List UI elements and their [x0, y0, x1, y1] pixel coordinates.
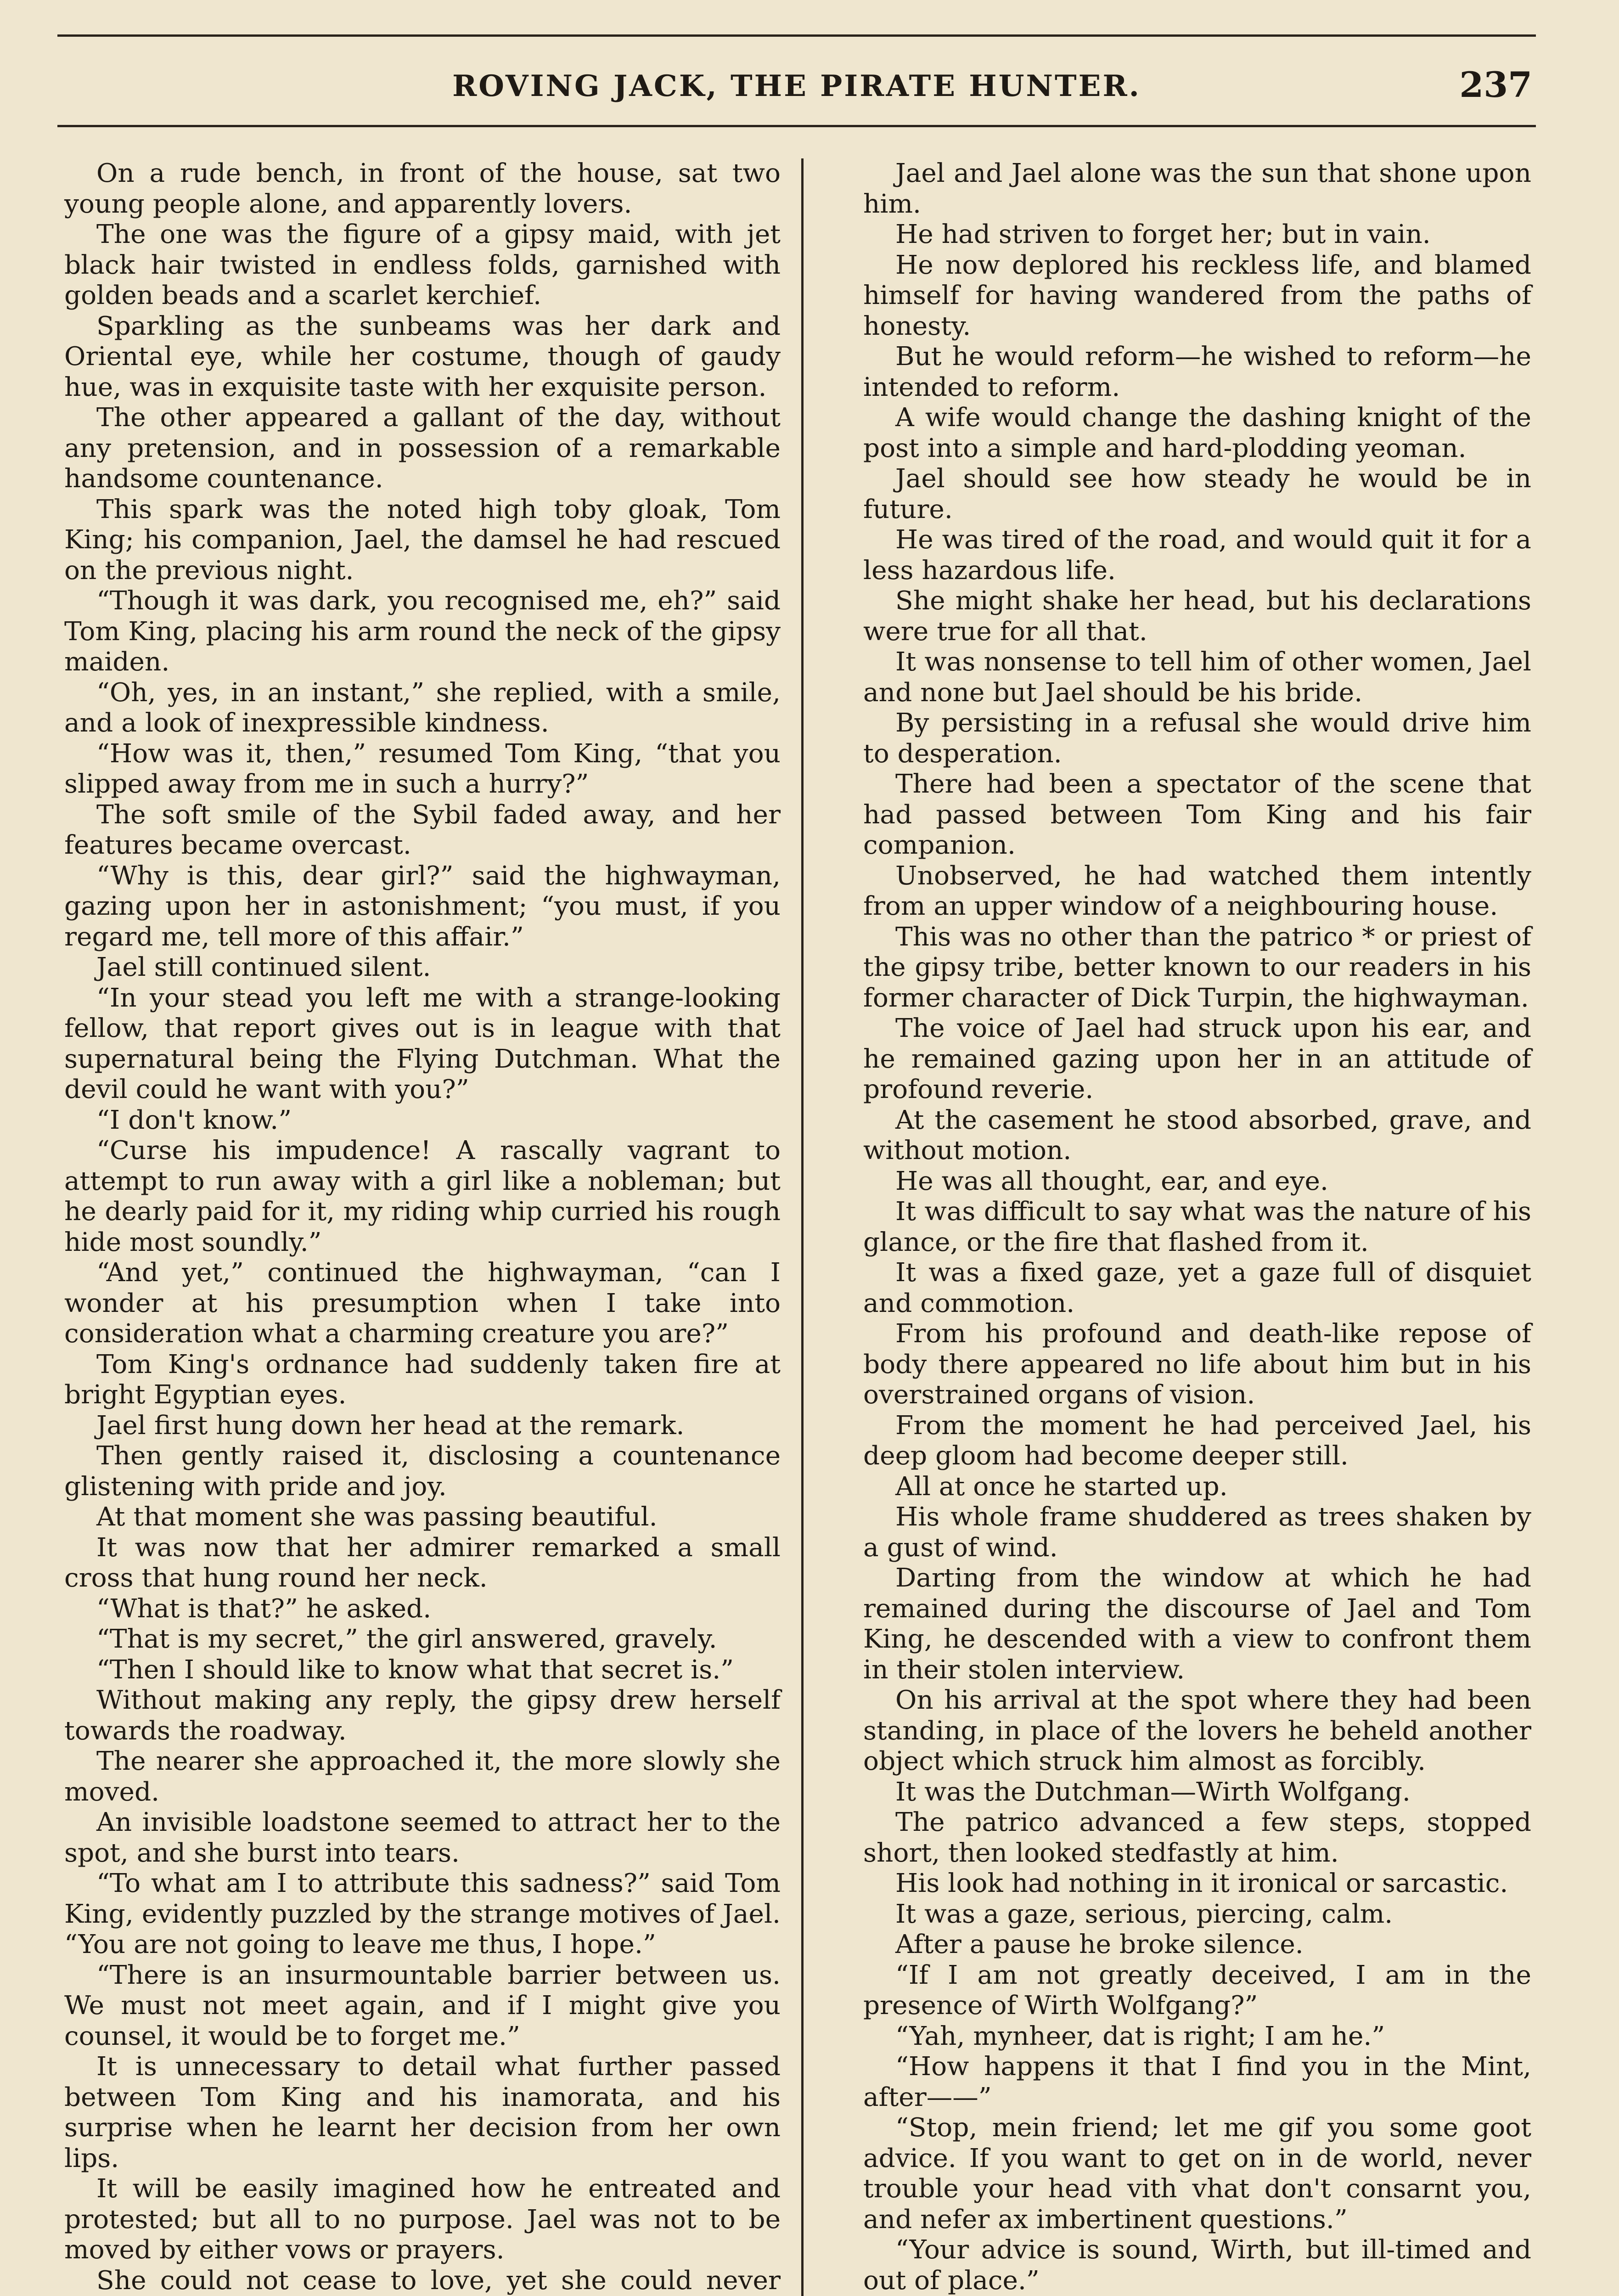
page-number: 237 [1459, 64, 1532, 105]
paragraph: At the casement he stood absorbed, grave, and without motion. [863, 1105, 1531, 1165]
running-title: ROVING JACK, THE PIRATE HUNTER. [452, 69, 1141, 103]
paragraph: Tom King's ordnance had suddenly taken fire at bright Egyptian eyes. [64, 1349, 781, 1410]
paragraph: Without making any reply, the gipsy drew herself towards the roadway. [64, 1685, 781, 1746]
paragraph: His whole frame shuddered as trees shaken by a gust of wind. [863, 1502, 1531, 1563]
paragraph: From his profound and death-like repose of body there appeared no life about him but in his overstrained organs of vision. [863, 1319, 1531, 1410]
paragraph: Then gently raised it, disclosing a countenance glistening with pride and joy. [64, 1441, 781, 1502]
column-divider [801, 158, 804, 2296]
header-rule [57, 125, 1536, 127]
top-rule [57, 34, 1536, 37]
paragraph: An invisible loadstone seemed to attract her to the spot, and she burst into tears. [64, 1807, 781, 1868]
paragraph: “How was it, then,” resumed Tom King, “that you slipped away from me in such a hurry?” [64, 738, 781, 799]
paragraph: The patrico advanced a few steps, stopped short, then looked stedfastly at him. [863, 1807, 1531, 1868]
paragraph: This was no other than the patrico * or priest of the gipsy tribe, better known to our readers in his former character of Dick Turpin, the highwayman. [863, 922, 1531, 1013]
paragraph: He was tired of the road, and would quit it for a less hazardous life. [863, 525, 1531, 585]
paragraph: The nearer she approached it, the more slowly she moved. [64, 1746, 781, 1807]
paragraph: Jael first hung down her head at the remark. [96, 1410, 685, 1441]
left-column [64, 158, 781, 2296]
paragraph: It was the Dutchman—Wirth Wolfgang. [895, 1777, 1411, 1807]
paragraph: “Your advice is sound, Wirth, but ill-timed and out of place.” [863, 2235, 1531, 2296]
paragraph: On a rude bench, in front of the house, sat two young people alone, and apparently lovers. [64, 158, 781, 219]
paragraph: But he would reform—he wished to reform—he intended to reform. [863, 342, 1531, 402]
paragraph: The voice of Jael had struck upon his ear, and he remained gazing upon her in an attitude of profound reverie. [863, 1013, 1531, 1104]
paragraph: “I don't know.” [96, 1105, 292, 1135]
paragraph: He had striven to forget her; but in vain. [895, 219, 1431, 249]
paragraph: A wife would change the dashing knight of the post into a simple and hard-plodding yeoman. [863, 403, 1531, 463]
paragraph: “And yet,” continued the highwayman, “can I wonder at his presumption when I take into consideration what a charming creature you are?” [64, 1258, 781, 1349]
paragraph: She might shake her head, but his declarations were true for all that. [863, 586, 1531, 647]
paragraph: The other appeared a gallant of the day, without any pretension, and in possession of a remarkable handsome countenance. [64, 403, 781, 494]
paragraph: It was a fixed gaze, yet a gaze full of disquiet and commotion. [863, 1258, 1531, 1318]
paragraph: It will be easily imagined how he entreated and protested; but all to no purpose. Jael was not to be moved by either vows or prayers. [64, 2174, 781, 2265]
paragraph: “Then I should like to know what that secret is.” [96, 1654, 734, 1685]
paragraph: “Though it was dark, you recognised me, eh?” said Tom King, placing his arm round the neck of the gipsy maiden. [64, 586, 781, 677]
paragraph: From the moment he had perceived Jael, his deep gloom had become deeper still. [863, 1410, 1531, 1471]
paragraph: It is unnecessary to detail what further passed between Tom King and his inamorata, and his surprise when he learnt her decision from her own lips. [64, 2052, 781, 2173]
paragraph: It was nonsense to tell him of other women, Jael and none but Jael should be his bride. [863, 647, 1531, 708]
paragraph: “How happens it that I find you in the Mint, after——” [863, 2052, 1531, 2112]
paragraph: Jael and Jael alone was the sun that shone upon him. [863, 158, 1531, 219]
paragraph: At that moment she was passing beautiful. [96, 1502, 658, 1532]
paragraph: Unobserved, he had watched them intently from an upper window of a neighbouring house. [863, 861, 1531, 921]
paragraph: It was a gaze, serious, piercing, calm. [895, 1899, 1393, 1929]
paragraph: “To what am I to attribute this sadness?” said Tom King, evidently puzzled by the strange motives of Jael. “You are not going to leave me thus, I hope.” [64, 1868, 781, 1959]
paragraph: Jael should see how steady he would be in future. [863, 464, 1531, 524]
paragraph: Sparkling as the sunbeams was her dark and Oriental eye, while her costume, though of gaudy hue, was in exquisite taste with her exquisite person. [64, 311, 781, 402]
paragraph: “What is that?” he asked. [96, 1593, 432, 1624]
paragraph: The soft smile of the Sybil faded away, and her features became overcast. [64, 799, 781, 860]
paragraph: “There is an insurmountable barrier between us. We must not meet again, and if I might give you counsel, it would be to forget me.” [64, 1960, 781, 2051]
paragraph: He now deplored his reckless life, and blamed himself for having wandered from the paths of honesty. [863, 250, 1531, 341]
paragraph: He was all thought, ear, and eye. [895, 1166, 1328, 1196]
page-header [57, 64, 1536, 115]
paragraph: His look had nothing in it ironical or sarcastic. [895, 1868, 1508, 1898]
paragraph: “Stop, mein friend; let me gif you some goot advice. If you want to get on in de world, never trouble your head vith vhat don't consarnt you, and nefer ax imbertinent questions.” [863, 2113, 1531, 2234]
paragraph: “Why is this, dear girl?” said the highwayman, gazing upon her in astonishment; “you must, if you regard me, tell more of this affair.” [64, 861, 781, 952]
paragraph: This spark was the noted high toby gloak, Tom King; his companion, Jael, the damsel he had rescued on the previous night. [64, 494, 781, 585]
paragraph: Darting from the window at which he had remained during the discourse of Jael and Tom King, he descended with a view to confront them in their stolen interview. [863, 1563, 1531, 1685]
paragraph: There had been a spectator of the scene that had passed between Tom King and his fair companion. [863, 769, 1531, 860]
paragraph: It was now that her admirer remarked a small cross that hung round her neck. [64, 1532, 781, 1593]
paragraph: She could not cease to love, yet she could never [96, 2265, 781, 2296]
paragraph: “Oh, yes, in an instant,” she replied, with a smile, and a look of inexpressible kindness. [64, 677, 781, 738]
paragraph: “In your stead you left me with a strange-looking fellow, that report gives out is in league with that supernatural being the Flying Dutchman. What the devil could he want with you?” [64, 983, 781, 1104]
paragraph: By persisting in a refusal she would drive him to desperation. [863, 708, 1531, 769]
paragraph: “That is my secret,” the girl answered, gravely. [96, 1624, 717, 1654]
paragraph: After a pause he broke silence. [895, 1930, 1304, 1959]
right-column [863, 158, 1531, 2296]
paragraph: The one was the figure of a gipsy maid, with jet black hair twisted in endless folds, garnished with golden beads and a scarlet kerchief. [64, 219, 781, 310]
paragraph: “Yah, mynheer, dat is right; I am he.” [895, 2021, 1385, 2051]
paragraph: On his arrival at the spot where they had been standing, in place of the lovers he beheld another object which struck him almost as forcibly. [863, 1685, 1531, 1776]
paragraph: “If I am not greatly deceived, I am in the presence of Wirth Wolfgang?” [863, 1960, 1531, 2020]
paragraph: It was difficult to say what was the nature of his glance, or the fire that flashed from it. [863, 1197, 1531, 1257]
paragraph: “Curse his impudence! A rascally vagrant to attempt to run away with a girl like a nobleman; but he dearly paid for it, my riding whip curried his rough hide most soundly.” [64, 1136, 781, 1257]
paragraph: Jael still continued silent. [96, 952, 431, 982]
paragraph: All at once he started up. [895, 1471, 1228, 1502]
